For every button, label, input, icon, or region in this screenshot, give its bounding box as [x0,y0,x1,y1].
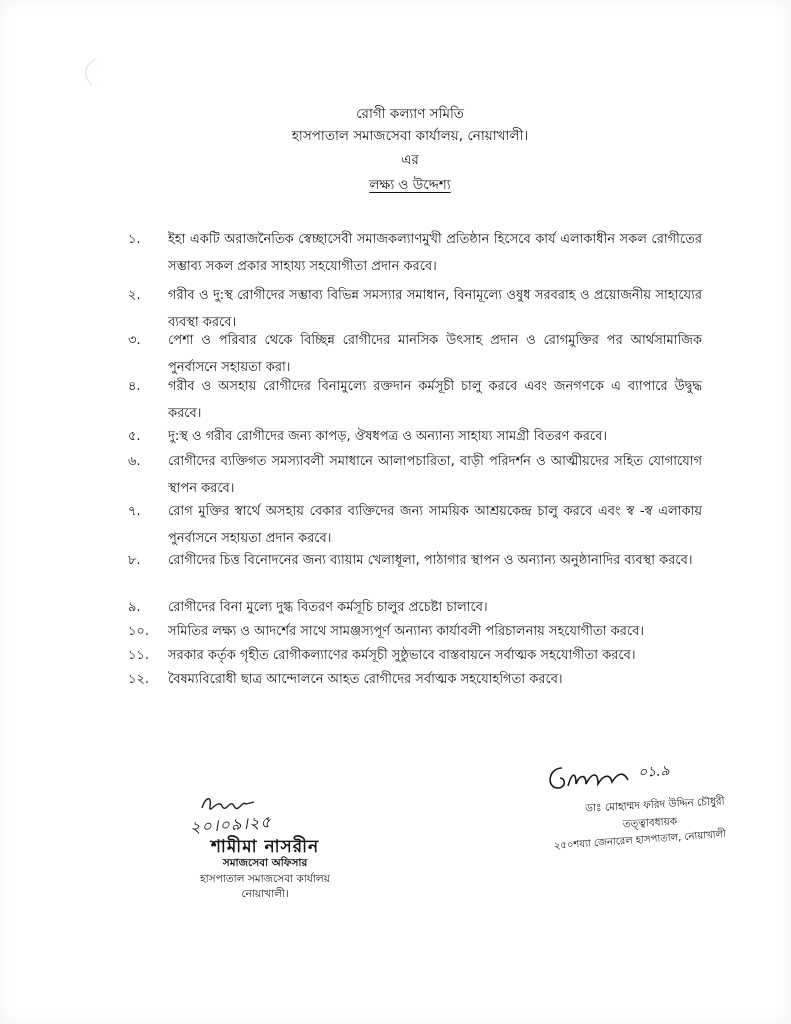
item-number: ৫. [128,429,141,444]
item-text: বৈষম্যবিরোধী ছাত্র আন্দোলনে আহত রোগীদের সর্বাত্মক সহযোহগিতা করবে। [168,672,563,687]
item-number: ২. [128,288,141,303]
document-title [230,175,590,195]
item-text: গরীব ও দু:স্থ রোগীদের সম্ভাব্য বিভিন্ন সমস্যার সমাধান, বিনামূল্যে ওষুধ সরবরাহ ও প্রয়োজনীয় সাহায্যের ব্যবস্থা করবে। [168,288,702,330]
item-text: রোগীদের ব্যক্তিগত সমস্যাবলী সমাধানে আলাপচারিতা, বাড়ী পরিদর্শন ও আত্মীয়দের সহিত যোগাযোগ স্থাপন করবে। [168,454,702,496]
signature-date: ০১.৯ [637,762,671,782]
item-number: ১২. [128,672,150,687]
item-number: ৮. [128,553,141,568]
item-number: ৪. [128,379,141,394]
item-text: রোগীদের চিত্ত বিনোদনের জন্য ব্যায়াম খেলাধূলা, পাঠাগার স্থাপন ও অন্যান্য অনুষ্ঠানাদির ব্যবস্থা করবে। [168,553,693,568]
item-text: সরকার কর্তৃক গৃহীত রোগীকল্যাণের কর্মসূচী সুষ্ঠুভাবে বাস্তবায়নে সর্বাত্মক সহযোগীতা করবে। [168,648,636,663]
handwritten-signature [542,762,642,802]
signatory-location: নোয়াখালী। [241,888,289,900]
item-number: ৩. [128,333,141,348]
document-title-text: লক্ষ্য ও উদ্দেশ্য [369,177,451,193]
signature-date: ২০।০৯।২৫ [189,812,273,837]
item-text: পেশা ও পরিবার থেকে বিচ্ছিন্ন রোগীদের মানসিক উৎসাহ প্রদান ও রোগমুক্তির পর আর্থসামাজিক পুনর্বাসনে সহায়তা করা। [168,333,702,375]
signatory-role: সমাজসেবা অফিসার [222,857,308,869]
item-text: সমিতির লক্ষ্য ও আদর্শের সাথে সামঞ্জস্যপূর্ণ অন্যান্য কার্যাবলী পরিচালনায় সহযোগীতা করবে। [168,624,645,639]
header-connector: এর [401,152,419,168]
signatory-name: শামীমা নাসরীন [210,837,320,857]
committee-name: রোগী কল্যাণ সমিতি [356,106,464,122]
item-text: দু:স্থ ও গরীব রোগীদের জন্য কাপড়, ঔষধপত্র ও অন্যান্য সাহায্য সামগ্রী বিতরণ করবে। [168,429,607,444]
item-text: গরীব ও অসহায় রোগীদের বিনামুল্যে রক্তদান কর্মসূচী চালু করবে এবং জনগণকে এ ব্যাপারে উদ্বুদ্ধ করবে। [168,379,702,421]
item-number: ৭. [128,504,141,519]
signatory-office: হাসপাতাল সমাজসেবা কার্যালয় [200,873,330,885]
scan-mark [80,58,108,86]
office-name: হাসপাতাল সমাজসেবা কার্যালয়, নোয়াখালী। [291,128,529,144]
item-number: ৬. [128,454,141,469]
item-number: ১০. [128,624,150,639]
item-number: ১. [128,232,141,247]
item-text: ইহা একটি অরাজনৈতিক স্বেচ্ছাসেবী সমাজকল্যাণমুখী প্রতিষ্ঠান হিসেবে কার্য এলাকাধীন সকল রোগীতের সম্ভাব্য সকল প্রকার সাহায্য সহযোগীতা প্রদান করবে। [168,232,702,274]
item-text: রোগ মুক্তির স্বার্থে অসহায় বেকার ব্যক্তিদের জন্য সাময়িক আশ্রয়কেন্দ্র চালু করবে এবং স্ব -স্ব এলাকায় পুনর্বাসনে সহায়তা প্রদান করবে। [168,504,702,546]
signatory-role: তত্ত্বাবধায়ক [622,815,678,831]
signatory-organization: ২৫০শয্যা জেনারেল হাসপাতাল, নোয়াখালী [553,829,727,853]
item-number: ১১. [128,648,150,663]
item-number: ৯. [128,600,141,615]
item-text: রোগীদের বিনা মুল্যে দুগ্ধ বিতরণ কর্মসূচি চালুর প্রচেষ্টা চালাবে। [168,600,488,615]
signatory-name: ডাঃ মোহাম্মদ ফরিদ উদ্দিন চৌধুরী [584,795,725,815]
